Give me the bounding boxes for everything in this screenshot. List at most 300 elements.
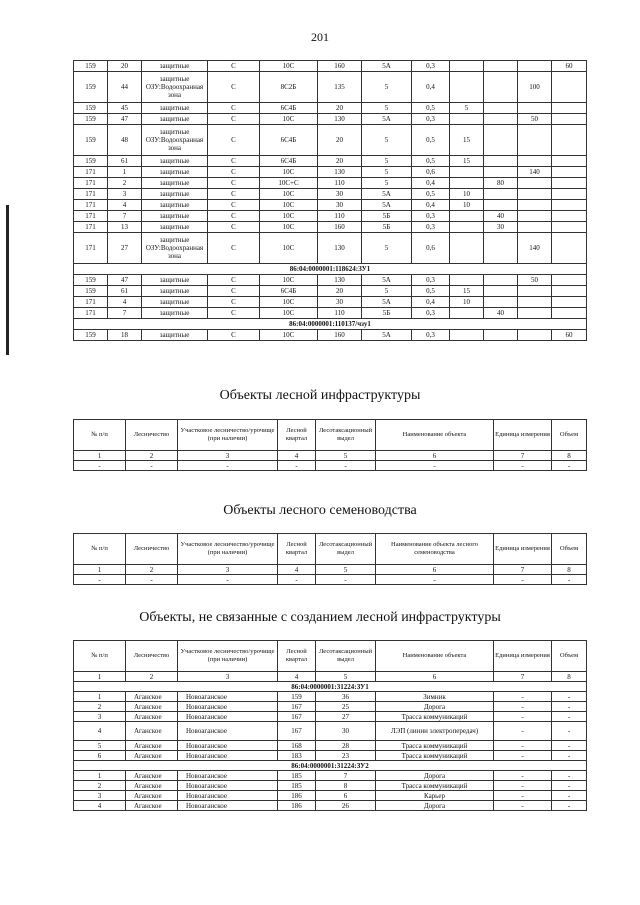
cadastral-section-row (74, 761, 587, 771)
table-cell: защитные (142, 286, 208, 297)
table-cell: 171 (74, 233, 108, 264)
table-cell: 48 (108, 125, 142, 156)
table-cell: 3 (74, 712, 126, 722)
table-cell: 0,5 (412, 103, 450, 114)
table-cell: 30 (484, 222, 518, 233)
table-row (74, 771, 587, 781)
table-cell: 171 (74, 167, 108, 178)
column-header: Лесотаксационный выдел (316, 641, 376, 672)
table-cell: защитные (142, 200, 208, 211)
table-cell (484, 72, 518, 103)
table-cell: 25 (316, 702, 376, 712)
table-cell: 7 (108, 308, 142, 319)
table-cell: - (552, 781, 587, 791)
table-cell: 110 (318, 211, 362, 222)
table-cell (484, 189, 518, 200)
column-number: 2 (126, 672, 178, 682)
table-cell (552, 275, 587, 286)
table-cell (450, 167, 484, 178)
table-cell: 159 (74, 72, 108, 103)
table-cell: 5А (362, 200, 412, 211)
section-title-forest-seed: Объекты лесного семеноводства (223, 503, 417, 518)
table-cell (484, 114, 518, 125)
table-cell: - (494, 791, 552, 801)
table-cell (552, 286, 587, 297)
table-cell: 159 (74, 61, 108, 72)
empty-cell: - (376, 461, 494, 471)
table-cell: 5А (362, 189, 412, 200)
table-cell: 10С (260, 233, 318, 264)
section-title-forest-infrastructure: Объекты лесной инфраструктуры (219, 388, 421, 403)
non-infrastructure-body (74, 672, 587, 811)
column-number: 5 (316, 565, 376, 575)
column-header: Лесной квартал (278, 420, 316, 451)
table-cell: 140 (518, 167, 552, 178)
empty-cell: - (552, 461, 587, 471)
table-cell (552, 103, 587, 114)
table-cell: 6С4Б (260, 156, 318, 167)
column-number: 6 (376, 451, 494, 461)
table-row (74, 286, 587, 297)
table-cell (552, 222, 587, 233)
column-number: 7 (494, 672, 552, 682)
table-cell: 10С+С (260, 178, 318, 189)
table-cell (518, 103, 552, 114)
cadastral-number: 86:04:0000001:31224:ЗУ2 (74, 761, 587, 771)
table-cell: - (552, 692, 587, 702)
table-cell (518, 200, 552, 211)
table-cell: 6С4Б (260, 103, 318, 114)
table-row (74, 211, 587, 222)
table-cell: 40 (484, 308, 518, 319)
table-row (74, 801, 587, 811)
table-cell: Новоаганское (178, 781, 278, 791)
table-cell: Аганское (126, 712, 178, 722)
table-cell (518, 61, 552, 72)
table-cell: Новоаганское (178, 702, 278, 712)
table-row (74, 200, 587, 211)
empty-cell: - (74, 575, 126, 585)
table-row (74, 722, 587, 741)
table-cell: 0,5 (412, 125, 450, 156)
table-cell: - (494, 712, 552, 722)
table-cell: 10С (260, 297, 318, 308)
empty-cell: - (316, 461, 376, 471)
column-header: Лесотаксационный выдел (316, 534, 376, 565)
table-cell: Новоаганское (178, 751, 278, 761)
table-cell: Аганское (126, 791, 178, 801)
table-cell: 2 (108, 178, 142, 189)
table-cell: Дорога (376, 801, 494, 811)
table-cell (518, 178, 552, 189)
table-cell: 0,3 (412, 330, 450, 341)
table-row (74, 114, 587, 125)
table-cell: 20 (108, 61, 142, 72)
table-cell (450, 114, 484, 125)
table-cell: 1 (74, 692, 126, 702)
table-row (74, 702, 587, 712)
column-number: 6 (376, 565, 494, 575)
table-cell: 168 (278, 741, 316, 751)
table-cell: 5Б (362, 222, 412, 233)
table-cell (518, 308, 552, 319)
section-title-non-infrastructure: Объекты, не связанные с созданием лесной инфраструктуры (139, 610, 501, 625)
table-cell: 15 (450, 125, 484, 156)
table-cell: 18 (108, 330, 142, 341)
table-cell: 183 (278, 751, 316, 761)
table-cell: С (208, 233, 260, 264)
table-cell: 0,6 (412, 167, 450, 178)
table-cell: 1 (108, 167, 142, 178)
table-cell (450, 330, 484, 341)
table-cell: 186 (278, 791, 316, 801)
table-cell: 5 (450, 103, 484, 114)
page-number: 201 (311, 30, 329, 44)
table-cell: 10С (260, 114, 318, 125)
table-cell: 10С (260, 222, 318, 233)
header-row (74, 641, 587, 672)
table-cell: 5 (362, 72, 412, 103)
column-header: Лесничество (126, 420, 178, 451)
cadastral-section-row (74, 682, 587, 692)
table-cell: 23 (316, 751, 376, 761)
table-cell (450, 308, 484, 319)
table-row (74, 297, 587, 308)
table-cell: - (494, 692, 552, 702)
table-cell (518, 330, 552, 341)
forest-quarters-table (73, 60, 587, 341)
column-header: № п/п (74, 641, 126, 672)
column-header: Единица измерения (494, 641, 552, 672)
table-cell: 26 (316, 801, 376, 811)
table-cell (450, 233, 484, 264)
table-cell: 0,6 (412, 233, 450, 264)
table-cell: 28 (316, 741, 376, 751)
table-cell: С (208, 72, 260, 103)
table-cell: 61 (108, 156, 142, 167)
column-number: 5 (316, 451, 376, 461)
table-cell: - (494, 771, 552, 781)
cadastral-section-row (74, 264, 587, 275)
table-cell: 20 (318, 125, 362, 156)
table-cell: Дорога (376, 771, 494, 781)
table-cell: С (208, 297, 260, 308)
table-cell: 10С (260, 200, 318, 211)
table-cell (484, 275, 518, 286)
table-cell: 30 (318, 189, 362, 200)
table-cell: - (552, 791, 587, 801)
table-cell: 4 (108, 297, 142, 308)
column-number: 7 (494, 451, 552, 461)
column-header: Лесной квартал (278, 641, 316, 672)
table-cell: С (208, 61, 260, 72)
forest-seed-table (73, 533, 587, 585)
table-cell (484, 125, 518, 156)
table-cell: 100 (518, 72, 552, 103)
table-cell: ЛЭП (линии электропередач) (376, 722, 494, 741)
column-number: 3 (178, 451, 278, 461)
table-cell: 0,5 (412, 156, 450, 167)
scan-edge-mark (6, 205, 9, 355)
column-number: 2 (126, 451, 178, 461)
table-cell (552, 156, 587, 167)
table-cell: защитные (142, 103, 208, 114)
table-cell: 159 (74, 156, 108, 167)
table-row (74, 167, 587, 178)
table-cell: 47 (108, 275, 142, 286)
column-header: Участковое лесничество/урочище (при наличии) (178, 420, 278, 451)
table-cell: 171 (74, 178, 108, 189)
table-cell (484, 330, 518, 341)
table-cell: 5А (362, 114, 412, 125)
table-cell: 4 (74, 801, 126, 811)
table-cell (484, 61, 518, 72)
table-cell (518, 297, 552, 308)
table-cell (450, 275, 484, 286)
table-cell: С (208, 275, 260, 286)
column-number-row (74, 451, 587, 461)
table-cell: 20 (318, 286, 362, 297)
table-cell (552, 178, 587, 189)
table-cell: защитные (142, 189, 208, 200)
table-cell: 171 (74, 189, 108, 200)
forest-quarters-body (74, 61, 587, 341)
table-cell: защитные (142, 61, 208, 72)
column-number: 1 (74, 672, 126, 682)
table-cell (450, 61, 484, 72)
column-number: 7 (494, 565, 552, 575)
table-row (74, 308, 587, 319)
table-cell: 6С4Б (260, 286, 318, 297)
column-header: Лесничество (126, 641, 178, 672)
table-cell (450, 211, 484, 222)
table-cell: - (552, 702, 587, 712)
table-cell: 159 (74, 103, 108, 114)
table-cell: 171 (74, 308, 108, 319)
table-row (74, 178, 587, 189)
table-row (74, 233, 587, 264)
table-cell: Новоаганское (178, 712, 278, 722)
table-cell (552, 233, 587, 264)
empty-cell: - (376, 575, 494, 585)
table-cell (552, 211, 587, 222)
table-cell: 6 (316, 791, 376, 801)
table-cell: защитные (142, 114, 208, 125)
table-cell: 60 (552, 330, 587, 341)
column-number: 8 (552, 565, 587, 575)
table-cell (552, 125, 587, 156)
table-cell: 171 (74, 297, 108, 308)
column-header: Лесотаксационный выдел (316, 420, 376, 451)
table-cell: 110 (318, 308, 362, 319)
table-cell: - (552, 801, 587, 811)
table-cell: 4 (74, 722, 126, 741)
table-cell (518, 156, 552, 167)
table-cell: 0,3 (412, 222, 450, 233)
column-header: Объем (552, 534, 587, 565)
table-cell: 5 (362, 103, 412, 114)
table-cell: 50 (518, 114, 552, 125)
table-cell: 30 (318, 297, 362, 308)
table-cell: 186 (278, 801, 316, 811)
table-cell: С (208, 189, 260, 200)
table-cell: 5 (362, 125, 412, 156)
empty-dash-row (74, 575, 587, 585)
table-cell: защитные (142, 222, 208, 233)
table-cell (484, 103, 518, 114)
table-cell: защитные ОЗУ:Водоохранная зона (142, 125, 208, 156)
table-cell: 6С4Б (260, 125, 318, 156)
table-cell (450, 222, 484, 233)
empty-cell: - (494, 461, 552, 471)
table-cell: Новоаганское (178, 692, 278, 702)
table-cell: - (552, 751, 587, 761)
table-cell: 27 (108, 233, 142, 264)
table-row (74, 741, 587, 751)
table-cell: 20 (318, 103, 362, 114)
table-cell: Трасса коммуникаций (376, 781, 494, 791)
table-cell: 27 (316, 712, 376, 722)
table-cell: защитные ОЗУ:Водоохранная зона (142, 72, 208, 103)
column-number: 8 (552, 451, 587, 461)
table-cell: 10С (260, 275, 318, 286)
table-cell: 2 (74, 781, 126, 791)
table-cell: 5А (362, 297, 412, 308)
table-cell: 20 (318, 156, 362, 167)
table-cell: 185 (278, 781, 316, 791)
table-row (74, 330, 587, 341)
table-cell: 15 (450, 286, 484, 297)
table-cell: 5Б (362, 211, 412, 222)
table-cell (484, 233, 518, 264)
table-cell: - (552, 741, 587, 751)
column-number: 6 (376, 672, 494, 682)
table-cell: 160 (318, 222, 362, 233)
column-number-row (74, 565, 587, 575)
table-cell: Зимник (376, 692, 494, 702)
table-cell: 130 (318, 275, 362, 286)
table-cell: - (552, 722, 587, 741)
table-cell: 160 (318, 330, 362, 341)
table-cell: 10 (450, 200, 484, 211)
table-cell: Новоаганское (178, 741, 278, 751)
table-cell: Аганское (126, 702, 178, 712)
table-cell (552, 297, 587, 308)
table-cell: 5 (362, 156, 412, 167)
table-cell: 110 (318, 178, 362, 189)
table-cell: 10 (450, 189, 484, 200)
table-cell (518, 286, 552, 297)
table-cell (450, 72, 484, 103)
table-cell: 15 (450, 156, 484, 167)
column-number: 1 (74, 565, 126, 575)
table-cell: 10С (260, 167, 318, 178)
table-cell: 0,3 (412, 308, 450, 319)
table-cell: 5 (362, 233, 412, 264)
table-cell (552, 167, 587, 178)
table-cell: защитные (142, 167, 208, 178)
empty-cell: - (494, 575, 552, 585)
column-number: 4 (278, 451, 316, 461)
table-cell: защитные (142, 156, 208, 167)
table-cell (484, 297, 518, 308)
table-cell: 0,4 (412, 297, 450, 308)
table-cell: 5 (74, 741, 126, 751)
table-cell: 159 (74, 125, 108, 156)
table-cell: защитные (142, 297, 208, 308)
table-cell: 8 (316, 781, 376, 791)
column-number: 1 (74, 451, 126, 461)
column-header: Лесной квартал (278, 534, 316, 565)
table-cell: 135 (318, 72, 362, 103)
table-cell: 10С (260, 189, 318, 200)
table-cell: Аганское (126, 751, 178, 761)
column-number: 5 (316, 672, 376, 682)
table-row (74, 712, 587, 722)
table-cell: 130 (318, 233, 362, 264)
table-cell: 10С (260, 61, 318, 72)
column-header: Наименование объекта (376, 420, 494, 451)
table-cell: 1 (74, 771, 126, 781)
table-cell: - (552, 712, 587, 722)
column-header: Лесничество (126, 534, 178, 565)
table-cell: - (494, 801, 552, 811)
table-cell: Новоаганское (178, 801, 278, 811)
table-row (74, 791, 587, 801)
empty-cell: - (126, 461, 178, 471)
table-row (74, 156, 587, 167)
table-cell: 4 (108, 200, 142, 211)
table-cell: С (208, 114, 260, 125)
table-cell: С (208, 167, 260, 178)
table-cell: 0,5 (412, 189, 450, 200)
table-cell: 5А (362, 275, 412, 286)
table-cell: Аганское (126, 771, 178, 781)
table-cell: Аганское (126, 781, 178, 791)
table-cell: Дорога (376, 702, 494, 712)
table-cell: защитные (142, 330, 208, 341)
table-cell: 7 (108, 211, 142, 222)
column-header: Единица измерения (494, 420, 552, 451)
empty-cell: - (316, 575, 376, 585)
column-header: Участковое лесничество/урочище (при наличии) (178, 641, 278, 672)
table-row (74, 751, 587, 761)
table-cell (552, 308, 587, 319)
table-cell: 0,3 (412, 211, 450, 222)
table-cell: 50 (518, 275, 552, 286)
table-cell: защитные (142, 308, 208, 319)
table-cell: 171 (74, 211, 108, 222)
non-infrastructure-table (73, 640, 587, 811)
empty-cell: - (74, 461, 126, 471)
table-cell: 159 (74, 330, 108, 341)
table-cell (484, 167, 518, 178)
empty-cell: - (178, 461, 278, 471)
table-cell (518, 189, 552, 200)
table-cell: Аганское (126, 722, 178, 741)
table-cell: 10 (450, 297, 484, 308)
table-cell: 0,4 (412, 178, 450, 189)
table-cell: 3 (74, 791, 126, 801)
table-cell: 36 (316, 692, 376, 702)
table-cell: Трасса коммуникаций (376, 712, 494, 722)
forest-infrastructure-table (73, 419, 587, 471)
table-cell: - (494, 741, 552, 751)
column-number: 3 (178, 565, 278, 575)
column-header: Участковое лесничество/урочище (при наличии) (178, 534, 278, 565)
table-cell: Аганское (126, 741, 178, 751)
table-cell: С (208, 200, 260, 211)
